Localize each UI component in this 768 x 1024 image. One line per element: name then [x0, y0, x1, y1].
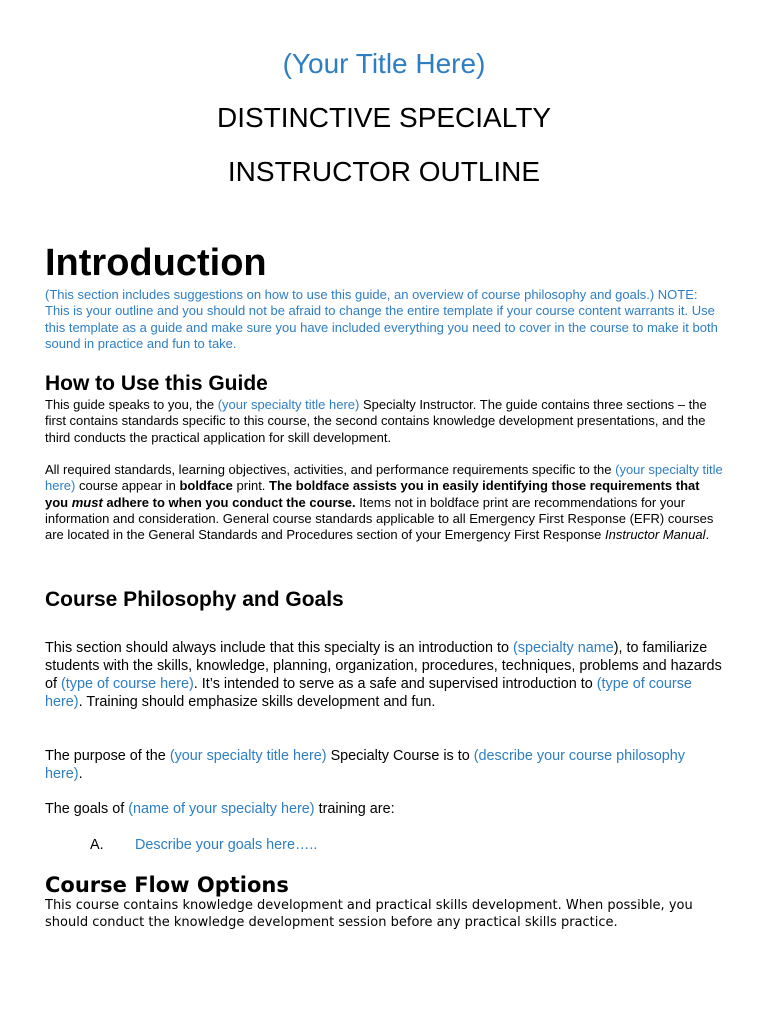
list-letter: A.	[90, 837, 104, 853]
how-to-paragraph-1: This guide speaks to you, the (your specialty title here) Specialty Instructor. The guide contains three sections – the first contains standards specific to this course, the second contains knowledge development presentations, and the third conducts the practical application for skill development.	[45, 397, 707, 445]
list-text: Describe your goals here…..	[135, 837, 318, 853]
subtitle-line-2: INSTRUCTOR OUTLINE	[227, 156, 541, 187]
how-to-heading: How to Use this Guide	[45, 372, 268, 395]
course-flow-heading: Course Flow Options	[45, 873, 289, 897]
how-to-paragraph-2: All required standards, learning objectives, activities, and performance requirements specific to the (your specialty title here) course appear in boldface print. The boldface assists you in easily identifying those requirements that you must adhere to when you conduct the course. Items not in boldface print are recommendations for your information and consideration. General course standards applicable to all Emergency First Response (EFR) courses are located in the General Standards and Procedures section of your Emergency First Response Instructor Manual.	[45, 462, 723, 543]
subtitle-line-1: DISTINCTIVE SPECIALTY	[217, 102, 551, 133]
philosophy-paragraph-1: This section should always include that this specialty is an introduction to (specialty name), to familiarize students with the skills, knowledge, planning, organization, procedures, techniques, problems and hazards of (type of course here). It’s intended to serve as a safe and supervised introduction to (type of course here). Training should emphasize skills development and fun.	[45, 640, 722, 710]
philosophy-heading: Course Philosophy and Goals	[45, 588, 344, 611]
philosophy-paragraph-3: The goals of (name of your specialty here) training are:	[45, 801, 395, 817]
philosophy-paragraph-2: The purpose of the (your specialty title here) Specialty Course is to (describe your course philosophy here).	[45, 748, 685, 782]
introduction-heading: Introduction	[45, 242, 267, 284]
course-flow-paragraph: This course contains knowledge development and practical skills development. When possible, you should conduct the knowledge development session before any practical skills practice.	[45, 898, 693, 930]
goals-list-item	[90, 836, 317, 854]
introduction-note: (This section includes suggestions on how to use this guide, an overview of course philosophy and goals.) NOTE: This is your outline and you should not be afraid to change the entire template if your course content warrants it. Use this template as a guide and make sure you have included everything you need to cover in the course to make it both sound in practice and fun to take.	[45, 287, 718, 351]
document-title: (Your Title Here)	[282, 48, 486, 79]
